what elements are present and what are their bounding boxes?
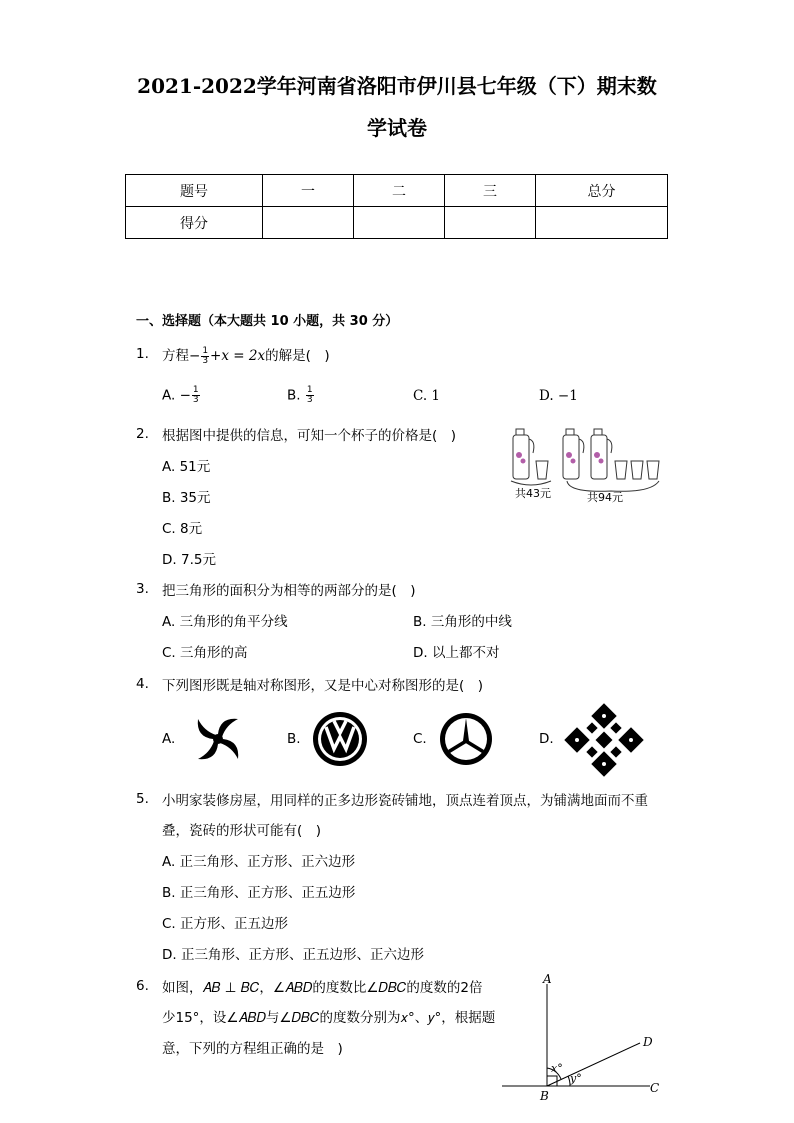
option-a[interactable]: A. 正三角形、正方形、正六边形 bbox=[162, 854, 356, 870]
label-b: B bbox=[540, 1089, 549, 1103]
option-d[interactable]: D. −1 bbox=[539, 388, 578, 404]
label-a: A bbox=[543, 972, 552, 986]
figure-label-left: 共43元 bbox=[515, 487, 551, 500]
option-a[interactable]: A. 51元 bbox=[162, 459, 211, 475]
option-a[interactable]: A. − $\frac{1}{3}$ bbox=[162, 385, 199, 405]
section-heading: 一、选择题（本大题共 10 小题，共 30 分） bbox=[136, 314, 399, 329]
option-b[interactable]: B. 35元 bbox=[162, 490, 211, 506]
pinwheel-icon bbox=[188, 711, 248, 767]
score-cell[interactable] bbox=[263, 207, 354, 239]
question-number: 6. bbox=[136, 978, 149, 994]
table-header: 二 bbox=[354, 175, 445, 207]
question-2-text: 根据图中提供的信息，可知一个杯子的价格是( ) bbox=[162, 428, 457, 444]
option-b[interactable]: B. 正三角形、正方形、正五边形 bbox=[162, 885, 356, 901]
question-number: 3. bbox=[136, 581, 149, 597]
fraction: $\frac{1}{3}$ bbox=[202, 345, 209, 366]
question-number: 5. bbox=[136, 791, 149, 807]
score-cell[interactable] bbox=[445, 207, 536, 239]
option-c[interactable]: C. 正方形、正五边形 bbox=[162, 916, 289, 932]
figure-label-right: 共94元 bbox=[587, 491, 623, 504]
table-header: 题号 bbox=[126, 175, 263, 207]
question-number: 4. bbox=[136, 676, 149, 692]
angle-figure bbox=[500, 972, 670, 1102]
score-table bbox=[125, 174, 668, 239]
page-title-line2: 学试卷 bbox=[367, 116, 427, 140]
table-row bbox=[126, 207, 668, 239]
cross-pattern-icon bbox=[563, 703, 645, 777]
mercedes-logo-icon bbox=[436, 711, 496, 767]
table-row bbox=[126, 175, 668, 207]
question-4-text: 下列图形既是轴对称图形，又是中心对称图形的是( ) bbox=[162, 678, 484, 694]
option-b[interactable]: B. 三角形的中线 bbox=[413, 614, 512, 630]
label-c: C bbox=[650, 1081, 660, 1095]
option-d[interactable]: D. bbox=[539, 731, 554, 747]
thermos-cups-figure bbox=[505, 425, 670, 505]
option-d[interactable]: D. 7.5元 bbox=[162, 552, 216, 568]
option-c[interactable]: C. 1 bbox=[413, 388, 441, 404]
option-d[interactable]: D. 正三角形、正方形、正五边形、正六边形 bbox=[162, 947, 424, 963]
label-y: y° bbox=[570, 1072, 582, 1085]
table-header: 一 bbox=[263, 175, 354, 207]
option-c[interactable]: C. bbox=[413, 731, 427, 747]
option-b[interactable]: B. bbox=[287, 731, 301, 747]
score-cell[interactable] bbox=[354, 207, 445, 239]
question-5-text: 小明家装修房屋，用同样的正多边形瓷砖铺地，顶点连着顶点，为铺满地面而不重 bbox=[162, 793, 648, 809]
question-1-text: 方程− $\frac{1}{3}$ +𝑥 = 2𝑥的解是( ) bbox=[162, 345, 330, 366]
question-3-text: 把三角形的面积分为相等的两部分的是( ) bbox=[162, 583, 416, 599]
option-a[interactable]: A. 三角形的角平分线 bbox=[162, 614, 288, 630]
option-a[interactable]: A. bbox=[162, 731, 176, 747]
question-number: 1. bbox=[136, 346, 149, 362]
vw-logo-icon bbox=[310, 711, 370, 767]
option-c[interactable]: C. 三角形的高 bbox=[162, 645, 248, 661]
option-d[interactable]: D. 以上都不对 bbox=[413, 645, 500, 661]
question-6-text: 如图，𝐴𝐵 ⊥ 𝐵𝐶，∠𝐴𝐵𝐷的度数比∠𝐷𝐵𝐶的度数的2倍 bbox=[162, 980, 483, 996]
question-6-text-line3: 意，下列的方程组正确的是 ) bbox=[162, 1041, 343, 1057]
label-x: x° bbox=[551, 1062, 563, 1075]
question-6-text-line2: 少15°，设∠𝐴𝐵𝐷与∠𝐷𝐵𝐶的度数分别为𝑥°、𝑦°，根据题 bbox=[162, 1010, 496, 1026]
question-number: 2. bbox=[136, 426, 149, 442]
table-header: 总分 bbox=[536, 175, 668, 207]
page-title: 2021-2022学年河南省洛阳市伊川县七年级（下）期末数 bbox=[137, 74, 657, 98]
table-row-label: 得分 bbox=[126, 207, 263, 239]
score-cell[interactable] bbox=[536, 207, 668, 239]
label-d: D bbox=[643, 1035, 653, 1049]
table-header: 三 bbox=[445, 175, 536, 207]
option-c[interactable]: C. 8元 bbox=[162, 521, 203, 537]
question-5-text-line2: 叠，瓷砖的形状可能有( ) bbox=[162, 823, 322, 839]
option-b[interactable]: B. $\frac{1}{3}$ bbox=[287, 385, 313, 405]
